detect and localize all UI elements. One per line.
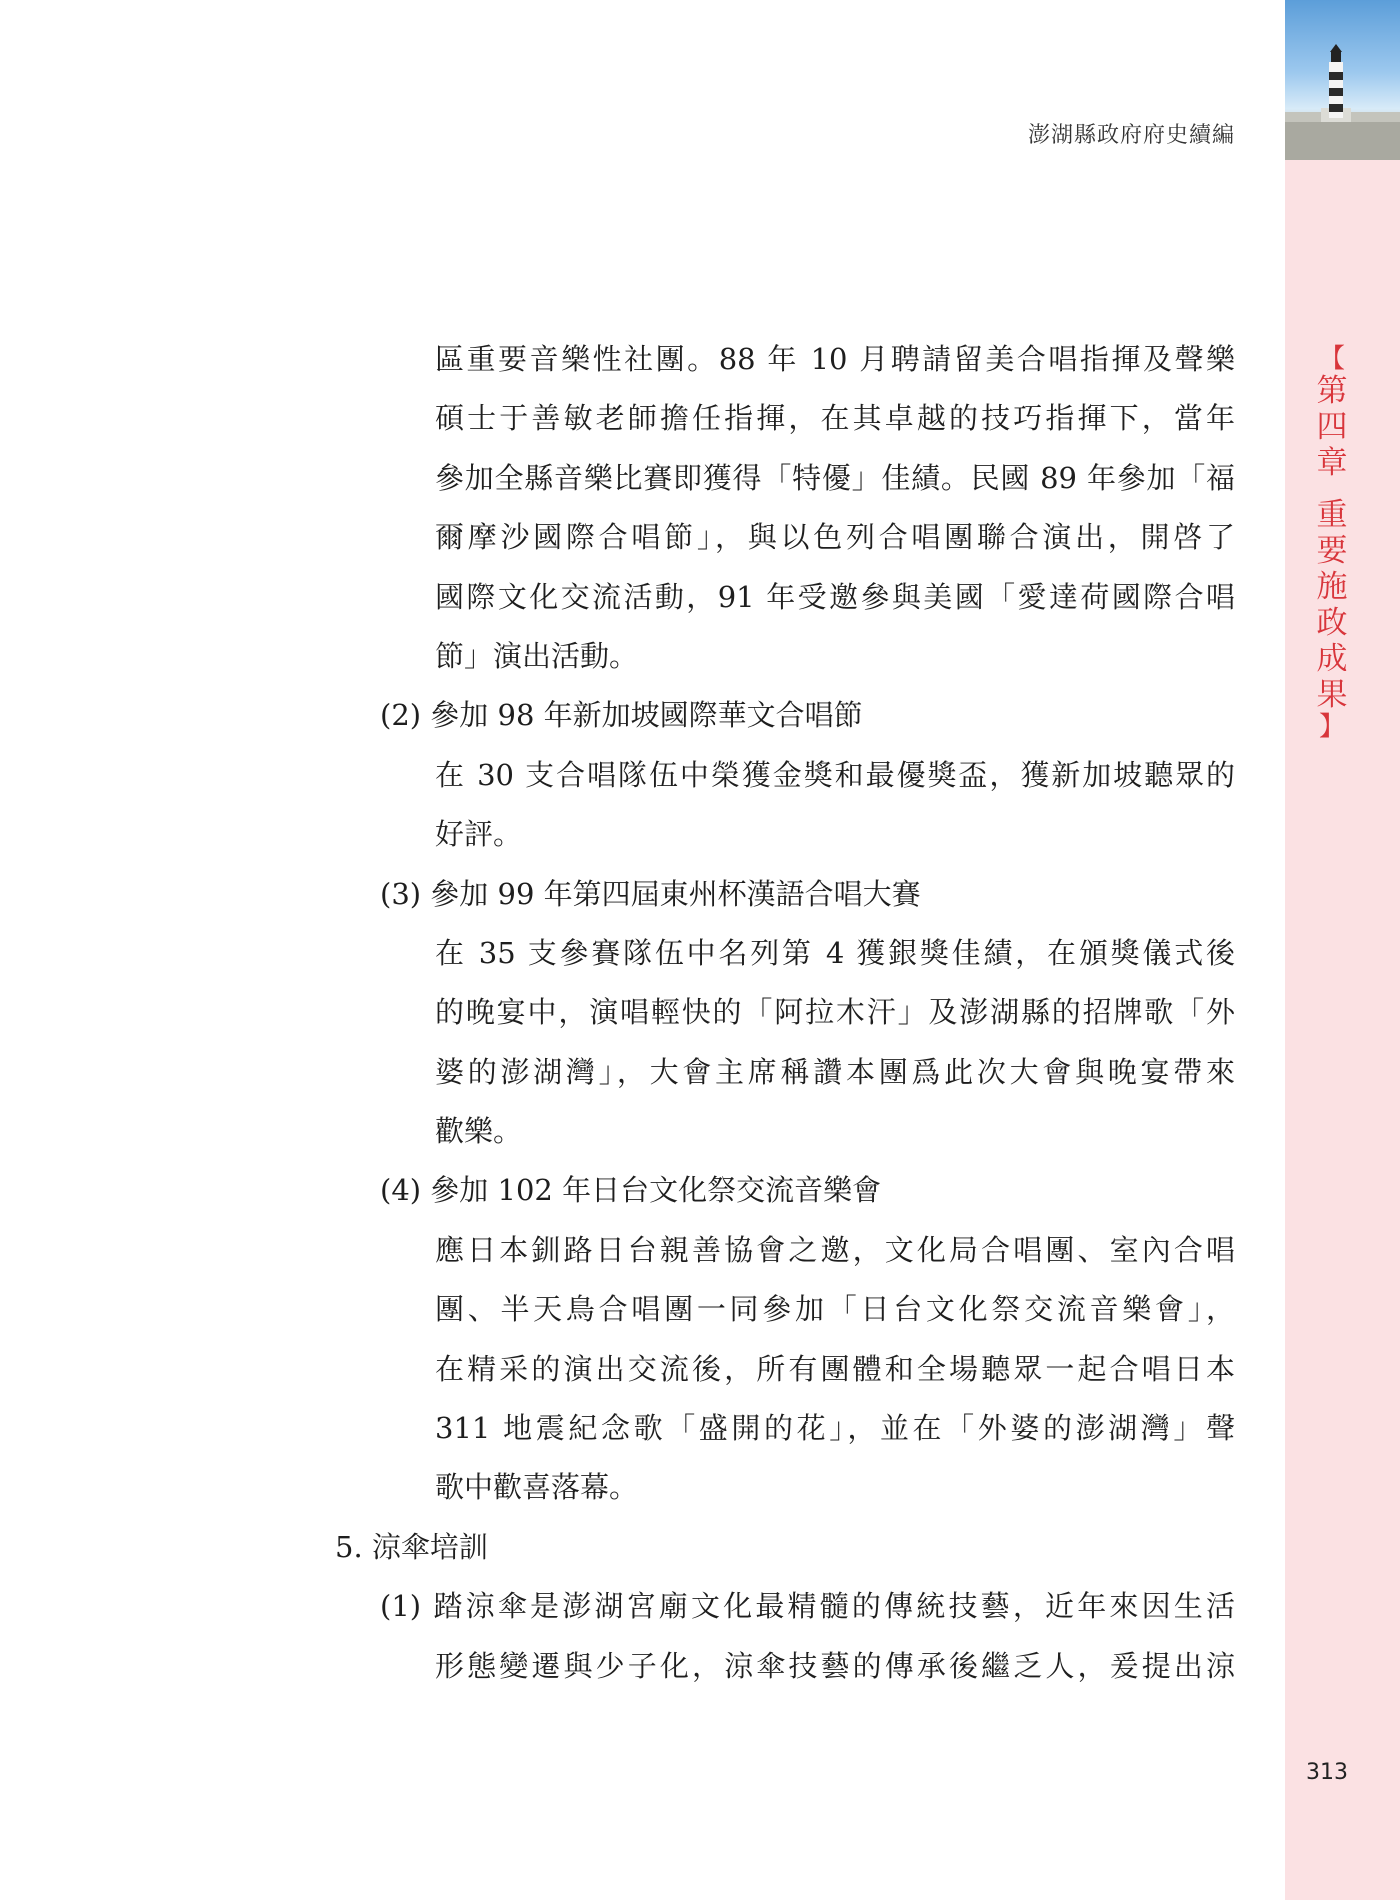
chapter-tab-label (1310, 345, 1354, 741)
chapter-tab-char: 】 (1318, 712, 1345, 742)
text-line: 區重要音樂性社團。88 年 10 月聘請留美合唱指揮及聲樂 (435, 342, 1235, 376)
chapter-tab-char: 四 (1316, 409, 1348, 445)
chapter-tab-char: 重 (1316, 497, 1348, 533)
text-line: 婆的澎湖灣」，大會主席稱讚本團爲此次大會與晚宴帶來 (435, 1054, 1235, 1089)
body-text (335, 330, 1235, 1696)
text-line: 5. 涼傘培訓 (335, 1529, 488, 1564)
text-line: (4) 參加 102 年日台文化祭交流音樂會 (380, 1173, 882, 1208)
chapter-tab-char: 政 (1316, 605, 1348, 641)
chapter-side-strip (1285, 0, 1400, 1900)
text-line: 節」演出活動。 (435, 638, 639, 673)
text-line: 的晚宴中，演唱輕快的「阿拉木汗」及澎湖縣的招牌歌「外 (435, 995, 1235, 1030)
running-header: 澎湖縣政府府史續編 (1027, 123, 1235, 148)
page-number: 313 (1306, 1760, 1348, 1785)
chapter-tab-char: 成 (1316, 641, 1348, 677)
text-line: (1) 踏涼傘是澎湖宮廟文化最精髓的傳統技藝，近年來因生活 (380, 1589, 1235, 1624)
chapter-tab-char: 果 (1316, 677, 1348, 713)
text-line: 應日本釧路日台親善協會之邀，文化局合唱團、室內合唱 (435, 1232, 1235, 1267)
text-line: 參加全縣音樂比賽即獲得「特優」佳績。民國 89 年參加「福 (435, 460, 1235, 495)
lighthouse-photo (1285, 0, 1400, 160)
text-line: 在 30 支合唱隊伍中榮獲金獎和最優獎盃，獲新加坡聽眾的 (435, 757, 1235, 792)
chapter-tab-char: 施 (1316, 569, 1348, 605)
text-line: 311 地震紀念歌「盛開的花」，並在「外婆的澎湖灣」聲 (435, 1411, 1235, 1446)
chapter-tab-char: 要 (1316, 533, 1348, 569)
text-line: 碩士于善敏老師擔任指揮，在其卓越的技巧指揮下，當年 (435, 401, 1235, 436)
text-line: 好評。 (435, 817, 523, 852)
chapter-tab-char: 章 (1316, 445, 1348, 481)
text-line: 歡樂。 (435, 1114, 523, 1149)
chapter-tab-char: 【 (1318, 344, 1345, 374)
text-line: (3) 參加 99 年第四屆東州杯漢語合唱大賽 (380, 876, 921, 911)
chapter-tab-gap (1310, 481, 1354, 497)
text-line: 歌中歡喜落幕。 (435, 1470, 639, 1505)
text-line: 團、半天鳥合唱團一同參加「日台文化祭交流音樂會」， (435, 1292, 1235, 1327)
text-line: 在精采的演出交流後，所有團體和全場聽眾一起合唱日本 (435, 1351, 1235, 1386)
lighthouse-icon (1285, 0, 1400, 160)
text-line: (2) 參加 98 年新加坡國際華文合唱節 (380, 698, 863, 733)
chapter-tab-char: 第 (1316, 373, 1348, 409)
text-line: 形態變遷與少子化，涼傘技藝的傳承後繼乏人，爰提出涼 (435, 1648, 1235, 1683)
text-line: 在 35 支參賽隊伍中名列第 4 獲銀獎佳績，在頒獎儀式後 (435, 935, 1235, 970)
text-line: 國際文化交流活動，91 年受邀參與美國「愛達荷國際合唱 (435, 579, 1235, 614)
text-line: 爾摩沙國際合唱節」，與以色列合唱團聯合演出，開啓了 (435, 520, 1235, 555)
